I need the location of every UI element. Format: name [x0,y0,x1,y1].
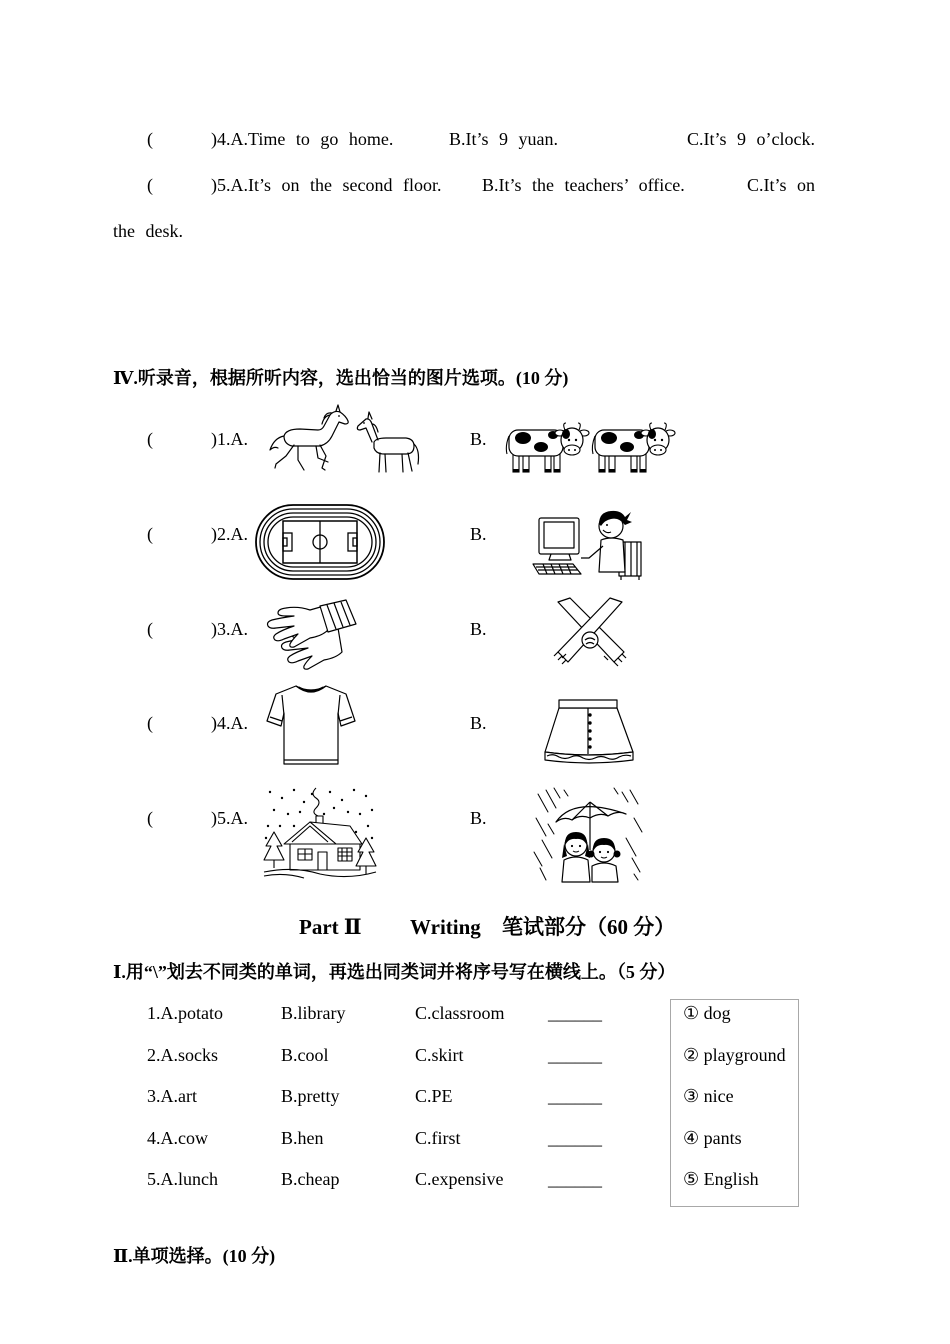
row-4-option-b: B.hen [281,1128,324,1148]
rainy-day-umbrella-picture [534,788,644,882]
part-ii-chinese-title: 笔试部分（60 分） [502,915,676,939]
picture-item-5-label-b: B. [470,808,487,828]
stadium-picture [255,504,385,580]
word-bank-item-4: ④ pants [683,1128,742,1148]
row-4-option-c: C.first [415,1128,461,1148]
picture-item-5-label-a: )5.A. [211,808,248,828]
horses-picture [262,402,422,478]
choice-5-option-c: C.It’s on [746,175,815,195]
choice-4-option-a: )4.A.Time to go home. [211,129,394,149]
row-4-option-a: 4.A.cow [147,1128,208,1148]
cows-picture [505,418,675,478]
row-5-option-c: C.expensive [415,1169,504,1189]
row-3-answer-blank: ______ [548,1086,602,1106]
picture-item-3-paren: ( [147,619,153,639]
row-5-option-a: 5.A.lunch [147,1169,218,1189]
part-ii-writing: Writing [410,915,481,939]
row-3-option-a: 3.A.art [147,1086,197,1106]
answer-paren-5: ( [147,175,153,195]
row-4-answer-blank: ______ [548,1128,602,1148]
word-bank-item-1: ① dog [683,1003,731,1023]
word-bank-item-2: ② playground [683,1045,786,1065]
picture-item-1-label-b: B. [470,429,487,449]
row-5-option-b: B.cheap [281,1169,340,1189]
picture-item-4-paren: ( [147,713,153,733]
section-ii-heading: Ⅱ.单项选择。(10 分) [113,1246,276,1266]
picture-item-4-label-b: B. [470,713,487,733]
picture-item-4-label-a: )4.A. [211,713,248,733]
picture-item-2-paren: ( [147,524,153,544]
choice-5-option-a: )5.A.It’s on the second floor. [211,175,442,195]
picture-item-2-label-a: )2.A. [211,524,248,544]
row-2-option-a: 2.A.socks [147,1045,218,1065]
choice-4-option-b: B.It’s 9 yuan. [449,129,558,149]
section-iv-heading: Ⅳ.听录音，根据所听内容，选出恰当的图片选项。(10 分) [113,368,569,388]
skirt-picture [543,698,635,768]
t-shirt-picture [266,681,356,767]
row-1-option-c: C.classroom [415,1003,505,1023]
row-2-option-c: C.skirt [415,1045,464,1065]
row-1-option-a: 1.A.potato [147,1003,223,1023]
row-3-option-c: C.PE [415,1086,453,1106]
choice-4-option-c: C.It’s 9 o’clock. [687,129,815,149]
row-1-option-b: B.library [281,1003,346,1023]
picture-item-5-paren: ( [147,808,153,828]
choice-5-option-b: B.It’s the teachers’ office. [482,175,685,195]
picture-item-3-label-a: )3.A. [211,619,248,639]
boy-at-computer-picture [533,500,645,580]
answer-paren-4: ( [147,129,153,149]
picture-item-1-label-a: )1.A. [211,429,248,449]
picture-item-3-label-b: B. [470,619,487,639]
row-5-answer-blank: ______ [548,1169,602,1189]
row-3-option-b: B.pretty [281,1086,340,1106]
section-i-heading: Ⅰ.用“\”划去不同类的单词，再选出同类词并将序号写在横线上。（5 分） [113,962,676,982]
part-ii-label: Part Ⅱ [299,915,362,939]
word-bank-item-5: ⑤ English [683,1169,759,1189]
row-1-answer-blank: ______ [548,1003,602,1023]
word-bank-item-3: ③ nice [683,1086,734,1106]
picture-item-2-label-b: B. [470,524,487,544]
scarf-picture [552,596,628,672]
gloves-picture [264,596,360,672]
row-2-option-b: B.cool [281,1045,329,1065]
picture-item-1-paren: ( [147,429,153,449]
row-2-answer-blank: ______ [548,1045,602,1065]
snowy-house-picture [264,786,376,882]
choice-5-option-c-continued: the desk. [113,221,183,241]
